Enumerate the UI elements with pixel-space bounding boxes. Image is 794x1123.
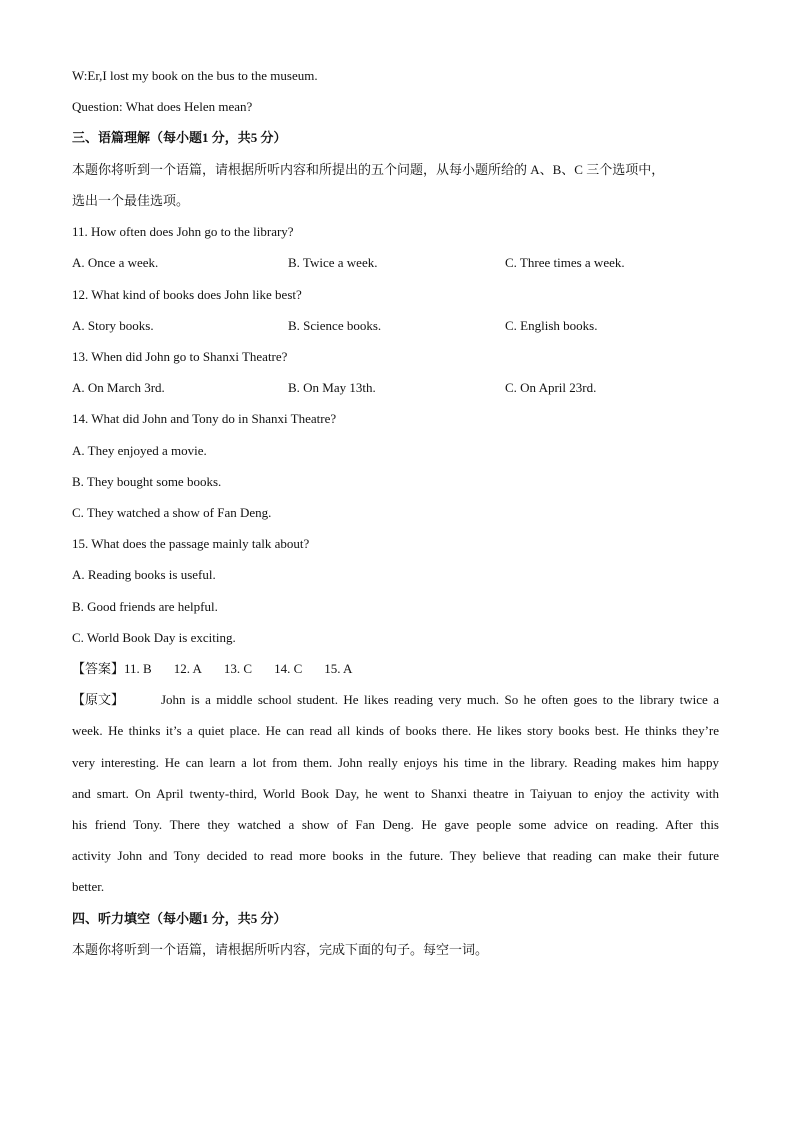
section3-instruction-1: 本题你将听到一个语篇，请根据所听内容和所提出的五个问题，从每小题所给的 A、B、C 三个选项中，: [72, 162, 665, 177]
answer-12: 12. A: [173, 661, 202, 676]
question-12-option-b: B. Science books.: [288, 318, 382, 333]
answer-13: 13. C: [223, 661, 253, 676]
original-line-5: his friend Tony. There they watched a show of Fan Deng. He gave people some advice on reading. After this: [72, 817, 719, 832]
question-15-option-b: B. Good friends are helpful.: [72, 599, 218, 614]
dialog-line: W:Er,I lost my book on the bus to the museum.: [72, 68, 318, 83]
question-13: 13. When did John go to Shanxi Theatre?: [72, 349, 288, 364]
section4-instruction: 本题你将听到一个语篇，请根据所听内容，完成下面的句子。每空一词。: [72, 942, 489, 957]
section3-heading: 三、语篇理解（每小题1 分，共5 分）: [72, 130, 287, 145]
original-line-4: and smart. On April twenty-third, World Book Day, he went to Shanxi theatre in Taiyuan to enjoy the activity with: [72, 786, 719, 801]
question-11-option-b: B. Twice a week.: [288, 255, 378, 270]
original-line-6: activity John and Tony decided to read more books in the future. They believe that reading can make their future: [72, 848, 719, 863]
answer-14: 14. C: [274, 661, 303, 676]
question-11-option-c: C. Three times a week.: [505, 255, 625, 270]
question-13-option-b: B. On May 13th.: [288, 380, 376, 395]
question-13-option-c: C. On April 23rd.: [505, 380, 597, 395]
answer-label: 【答案】: [72, 661, 125, 676]
original-line-1: John is a middle school student. He likes reading very much. So he often goes to the library twice a: [161, 692, 719, 707]
question-11: 11. How often does John go to the library?: [72, 224, 294, 239]
question-13-option-a: A. On March 3rd.: [72, 380, 165, 395]
question-12-option-a: A. Story books.: [72, 318, 154, 333]
answer-11: 11. B: [124, 661, 152, 676]
question-14-option-b: B. They bought some books.: [72, 474, 222, 489]
question-15-option-a: A. Reading books is useful.: [72, 567, 216, 582]
answer-line: [72, 660, 374, 678]
dialog-question: Question: What does Helen mean?: [72, 99, 253, 114]
question-14-option-a: A. They enjoyed a movie.: [72, 443, 207, 458]
section3-instruction-2: 选出一个最佳选项。: [72, 193, 190, 208]
question-14-option-c: C. They watched a show of Fan Deng.: [72, 505, 272, 520]
original-label: 【原文】: [72, 692, 125, 707]
original-line-7: better.: [72, 879, 105, 894]
question-14: 14. What did John and Tony do in Shanxi Theatre?: [72, 411, 337, 426]
original-line-3: very interesting. He can learn a lot from them. John really enjoys his time in the library. Reading makes him happy: [72, 755, 719, 770]
question-12-option-c: C. English books.: [505, 318, 598, 333]
original-line-2: week. He thinks it’s a quiet place. He can read all kinds of books there. He likes story books best. He thinks they’re: [72, 723, 719, 738]
question-15-option-c: C. World Book Day is exciting.: [72, 630, 236, 645]
section4-heading: 四、听力填空（每小题1 分，共5 分）: [72, 911, 287, 926]
question-11-option-a: A. Once a week.: [72, 255, 159, 270]
answer-15: 15. A: [324, 661, 353, 676]
question-12: 12. What kind of books does John like best?: [72, 287, 302, 302]
question-15: 15. What does the passage mainly talk about?: [72, 536, 310, 551]
